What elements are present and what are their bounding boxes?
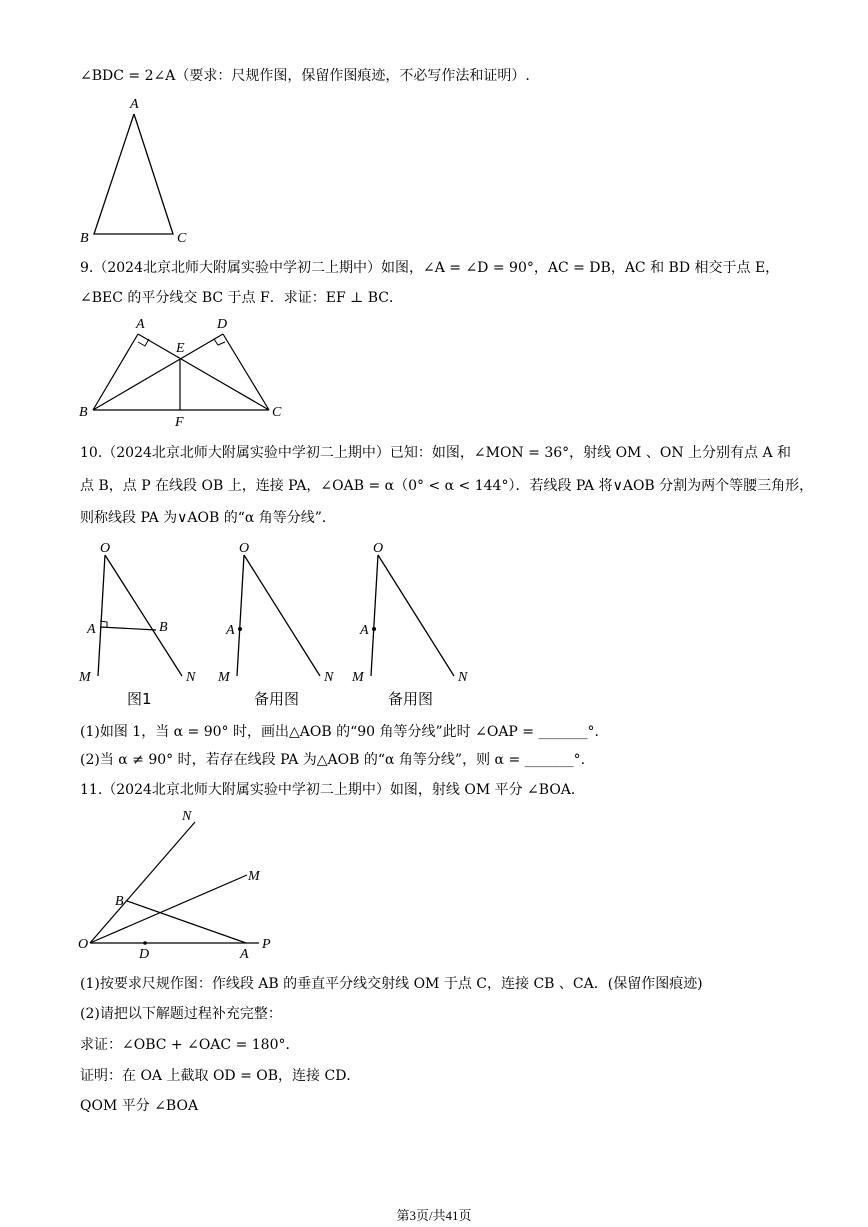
label-C: C bbox=[177, 231, 187, 246]
q9-text-line1: 9.（2024北京北师大附属实验中学初二上期中）如图，∠A = ∠D = 90°，AC = DB，AC 和 BD 相交于点 E， bbox=[80, 260, 780, 276]
label-A: A bbox=[360, 623, 369, 638]
label-B: B bbox=[79, 405, 88, 420]
q8-triangle-figure bbox=[76, 92, 196, 247]
label-A: A bbox=[226, 623, 235, 638]
q10-text-line2: 点 B，点 P 在线段 OB 上，连接 PA，∠OAB = α（0° < α < 144°）．若线段 PA 将∨AOB 分割为两个等腰三角形， bbox=[80, 478, 814, 494]
label-B: B bbox=[115, 894, 124, 909]
label-D: D bbox=[217, 317, 228, 332]
q11-figure bbox=[76, 806, 286, 966]
page-footer: 第3页/共41页 bbox=[396, 1208, 472, 1223]
q10-sub2: (2)当 α ≠ 90° 时，若存在线段 PA 为△AOB 的“α 角等分线”，则 α = _______°. bbox=[80, 752, 586, 768]
label-A: A bbox=[240, 947, 249, 962]
q9-text-line2: ∠BEC 的平分线交 BC 于点 F．求证：EF ⊥ BC． bbox=[80, 290, 403, 306]
label-N: N bbox=[458, 670, 468, 685]
q9-figure bbox=[76, 314, 296, 434]
q11-proof: 证明：在 OA 上截取 OD = OB，连接 CD． bbox=[80, 1068, 361, 1084]
q10-figure-2 bbox=[216, 535, 346, 685]
label-O: O bbox=[78, 937, 89, 952]
label-M: M bbox=[248, 869, 260, 884]
label-E: E bbox=[176, 341, 185, 356]
q11-text-line1: 11.（2024北京北师大附属实验中学初二上期中）如图，射线 OM 平分 ∠BOA． bbox=[80, 782, 585, 798]
label-B: B bbox=[159, 620, 168, 635]
q11-sub2: (2)请把以下解题过程补充完整： bbox=[80, 1006, 282, 1022]
label-N: N bbox=[182, 809, 192, 824]
q10-figure-3 bbox=[350, 535, 480, 685]
label-N: N bbox=[186, 670, 196, 685]
label-F: F bbox=[175, 415, 184, 430]
label-D: D bbox=[139, 947, 150, 962]
caption-fig1: 图1 bbox=[127, 690, 152, 708]
q10-figure-1 bbox=[76, 535, 206, 685]
label-C: C bbox=[272, 405, 282, 420]
q10-sub1: (1)如图 1，当 α = 90° 时，画出△AOB 的“90 角等分线”此时 ∠OAP = _______°. bbox=[80, 724, 599, 740]
label-P: P bbox=[262, 937, 271, 952]
label-M: M bbox=[218, 670, 230, 685]
caption-spare-1: 备用图 bbox=[254, 690, 300, 708]
q10-text-line1: 10.（2024北京北师大附属实验中学初二上期中）已知：如图，∠MON = 36°，射线 OM 、ON 上分别有点 A 和 bbox=[80, 445, 792, 461]
label-N: N bbox=[324, 670, 334, 685]
label-O: O bbox=[100, 541, 111, 556]
q11-since: QOM 平分 ∠BOA bbox=[80, 1098, 199, 1114]
label-A: A bbox=[130, 97, 139, 112]
q8-text-line1: ∠BDC = 2∠A（要求：尺规作图，保留作图痕迹，不必写作法和证明）. bbox=[80, 68, 530, 84]
label-A: A bbox=[136, 317, 145, 332]
label-M: M bbox=[352, 670, 364, 685]
q11-prove: 求证：∠OBC + ∠OAC = 180°． bbox=[80, 1037, 300, 1053]
caption-spare-2: 备用图 bbox=[388, 690, 434, 708]
label-M: M bbox=[79, 670, 91, 685]
q10-text-line3: 则称线段 PA 为∨AOB 的“α 角等分线”． bbox=[80, 510, 336, 526]
label-O: O bbox=[239, 541, 250, 556]
label-A: A bbox=[87, 622, 96, 637]
label-B: B bbox=[80, 231, 89, 246]
label-O: O bbox=[373, 541, 384, 556]
q11-sub1: (1)按要求尺规作图：作线段 AB 的垂直平分线交射线 OM 于点 C，连接 CB 、CA．(保留作图痕迹) bbox=[80, 976, 703, 992]
